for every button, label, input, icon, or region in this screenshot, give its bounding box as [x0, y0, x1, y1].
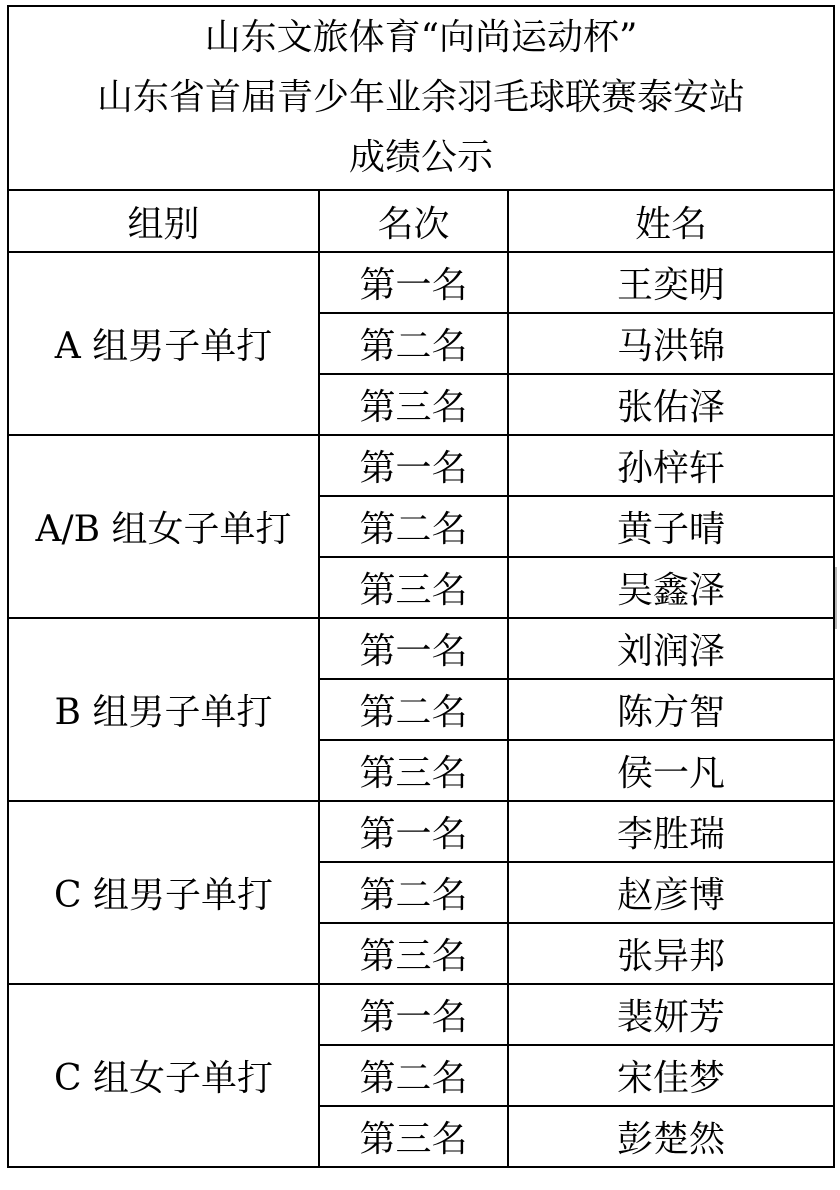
table-row — [8, 618, 834, 679]
group-name-cell: C 组男子单打 — [8, 801, 319, 984]
results-table — [7, 5, 835, 1168]
player-name-cell: 宋佳梦 — [508, 1045, 834, 1106]
table-row — [8, 252, 834, 313]
group-name-cell: A/B 组女子单打 — [8, 435, 319, 618]
rank-cell: 第二名 — [319, 679, 508, 740]
rank-cell: 第一名 — [319, 618, 508, 679]
page-edge-mark — [835, 567, 837, 629]
player-name-cell: 黄子晴 — [508, 496, 834, 557]
rank-cell: 第二名 — [319, 313, 508, 374]
player-name-cell: 赵彦博 — [508, 862, 834, 923]
column-header-rank: 名次 — [319, 190, 508, 252]
rank-cell: 第一名 — [319, 801, 508, 862]
title-line-2: 山东省首届青少年业余羽毛球联赛泰安站 — [96, 77, 745, 118]
player-name-cell: 彭楚然 — [508, 1106, 834, 1167]
player-name-cell: 张异邦 — [508, 923, 834, 984]
rank-cell: 第三名 — [319, 1106, 508, 1167]
column-header-group: 组别 — [8, 190, 319, 252]
rank-cell: 第三名 — [319, 923, 508, 984]
rank-cell: 第三名 — [319, 374, 508, 435]
rank-cell: 第三名 — [319, 557, 508, 618]
document-title — [8, 6, 834, 190]
header-row — [8, 190, 834, 252]
rank-cell: 第三名 — [319, 740, 508, 801]
player-name-cell: 侯一凡 — [508, 740, 834, 801]
title-line-1: 山东文旅体育“向尚运动杯” — [204, 17, 638, 58]
group-name-cell: C 组女子单打 — [8, 984, 319, 1167]
group-name-cell: B 组男子单打 — [8, 618, 319, 801]
rank-cell: 第二名 — [319, 496, 508, 557]
table-row — [8, 984, 834, 1045]
player-name-cell: 裴妍芳 — [508, 984, 834, 1045]
player-name-cell: 吴鑫泽 — [508, 557, 834, 618]
rank-cell: 第一名 — [319, 252, 508, 313]
player-name-cell: 马洪锦 — [508, 313, 834, 374]
player-name-cell: 刘润泽 — [508, 618, 834, 679]
player-name-cell: 孙梓轩 — [508, 435, 834, 496]
rank-cell: 第二名 — [319, 862, 508, 923]
group-name-cell: A 组男子单打 — [8, 252, 319, 435]
player-name-cell: 李胜瑞 — [508, 801, 834, 862]
rank-cell: 第一名 — [319, 984, 508, 1045]
title-row — [8, 6, 834, 190]
player-name-cell: 张佑泽 — [508, 374, 834, 435]
title-line-3: 成绩公示 — [348, 137, 493, 178]
player-name-cell: 王奕明 — [508, 252, 834, 313]
table-row — [8, 801, 834, 862]
rank-cell: 第二名 — [319, 1045, 508, 1106]
column-header-name: 姓名 — [508, 190, 834, 252]
table-row — [8, 435, 834, 496]
rank-cell: 第一名 — [319, 435, 508, 496]
player-name-cell: 陈方智 — [508, 679, 834, 740]
